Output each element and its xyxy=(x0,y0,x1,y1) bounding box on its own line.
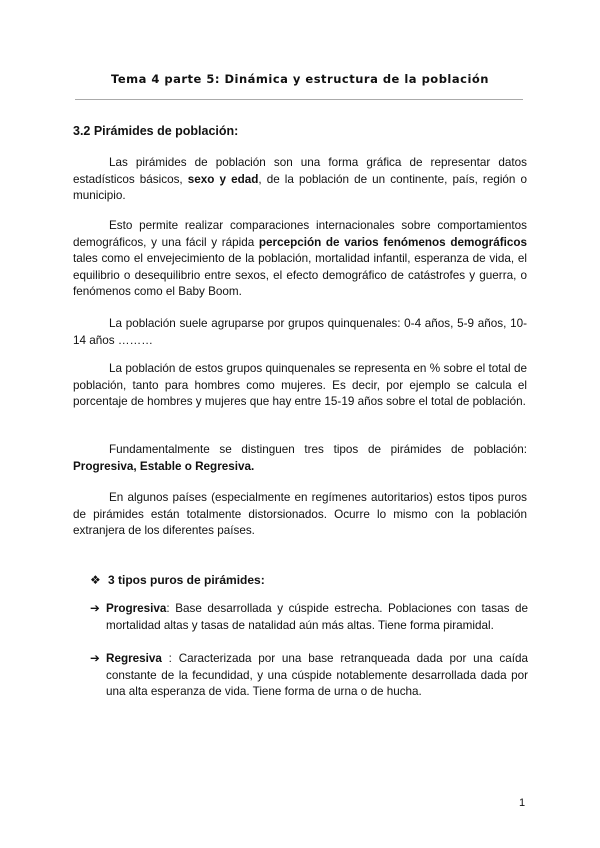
paragraph-3-text: La población suele agruparse por grupos quinquenales: 0-4 años, 5-9 años, 10- 14 años ……… xyxy=(73,317,527,347)
paragraph-2-text-a: Esto permite realizar comparaciones internacionales sobre comportamientos demográficos, y una fácil y rápida xyxy=(73,219,527,249)
paragraph-5 xyxy=(73,442,527,475)
paragraph-4 xyxy=(73,361,527,411)
section-title: 3.2 Pirámides de población: xyxy=(73,124,239,138)
paragraph-5-text-a: Fundamentalmente se distinguen tres tipos de pirámides de población: xyxy=(109,443,527,456)
arrow-right-icon: ➔ xyxy=(90,652,100,665)
paragraph-4-text: La población de estos grupos quinquenales se representa en % sobre el total de población, tanto para hombres como mujeres. Es decir, por ejemplo se calcula el porcentaje de hombres y mujeres que hay entre 15-19 años sobre el total de población. xyxy=(73,362,527,409)
paragraph-2-text-c: tales como el envejecimiento de la población, mortalidad infantil, esperanza de vida, el equilibrio o desequilibrio entre sexos, el efecto demográfico de catástrofes y guerra, o fenómenos como el Baby Boom. xyxy=(73,252,527,299)
page-header-title: Tema 4 parte 5: Dinámica y estructura de la población xyxy=(111,72,489,86)
page-number: 1 xyxy=(519,797,526,809)
pyramid-type-description: : Caracterizada por una base retranqueada dada por una caída constante de la fecundidad, y una cúspide notablemente desarrollada dada por una alta esperanza de vida. Tiene forma de urna o de hucha. xyxy=(106,652,528,699)
pyramid-type-description: : Base desarrollada y cúspide estrecha. Poblaciones con tasas de mortalidad altas y tasas de natalidad aún más altas. Tiene forma piramidal. xyxy=(106,602,528,632)
paragraph-6-text: En algunos países (especialmente en regímenes autoritarios) estos tipos puros de pirámides están totalmente distorsionados. Ocurre lo mismo con la población extranjera de los diferentes países. xyxy=(73,491,527,538)
paragraph-1-text-c: , de la población de un continente, país, región o municipio. xyxy=(73,172,527,203)
arrow-right-icon: ➔ xyxy=(90,602,100,615)
paragraph-1-bold: sexo y edad xyxy=(187,172,259,186)
paragraph-1-text-a: Las pirámides de población son una forma gráfica de representar datos estadísticos básicos, xyxy=(73,156,527,186)
paragraph-2-bold: percepción de varios fenómenos demográficos xyxy=(258,235,527,249)
pyramid-types-heading xyxy=(90,573,265,587)
paragraph-2 xyxy=(73,218,527,301)
pyramid-type-item xyxy=(90,651,528,701)
pyramid-type-term: Regresiva xyxy=(106,652,162,665)
paragraph-3 xyxy=(73,316,527,349)
paragraph-1 xyxy=(73,155,527,205)
pyramid-types-heading-text: 3 tipos puros de pirámides: xyxy=(108,573,265,587)
paragraph-6 xyxy=(73,490,527,540)
header-divider xyxy=(75,99,523,100)
pyramid-type-term: Progresiva xyxy=(106,602,167,615)
pyramid-type-item xyxy=(90,601,528,634)
paragraph-5-bold: Progresiva, Estable o Regresiva. xyxy=(73,459,255,473)
diamond-bullet-icon: ❖ xyxy=(90,573,101,587)
